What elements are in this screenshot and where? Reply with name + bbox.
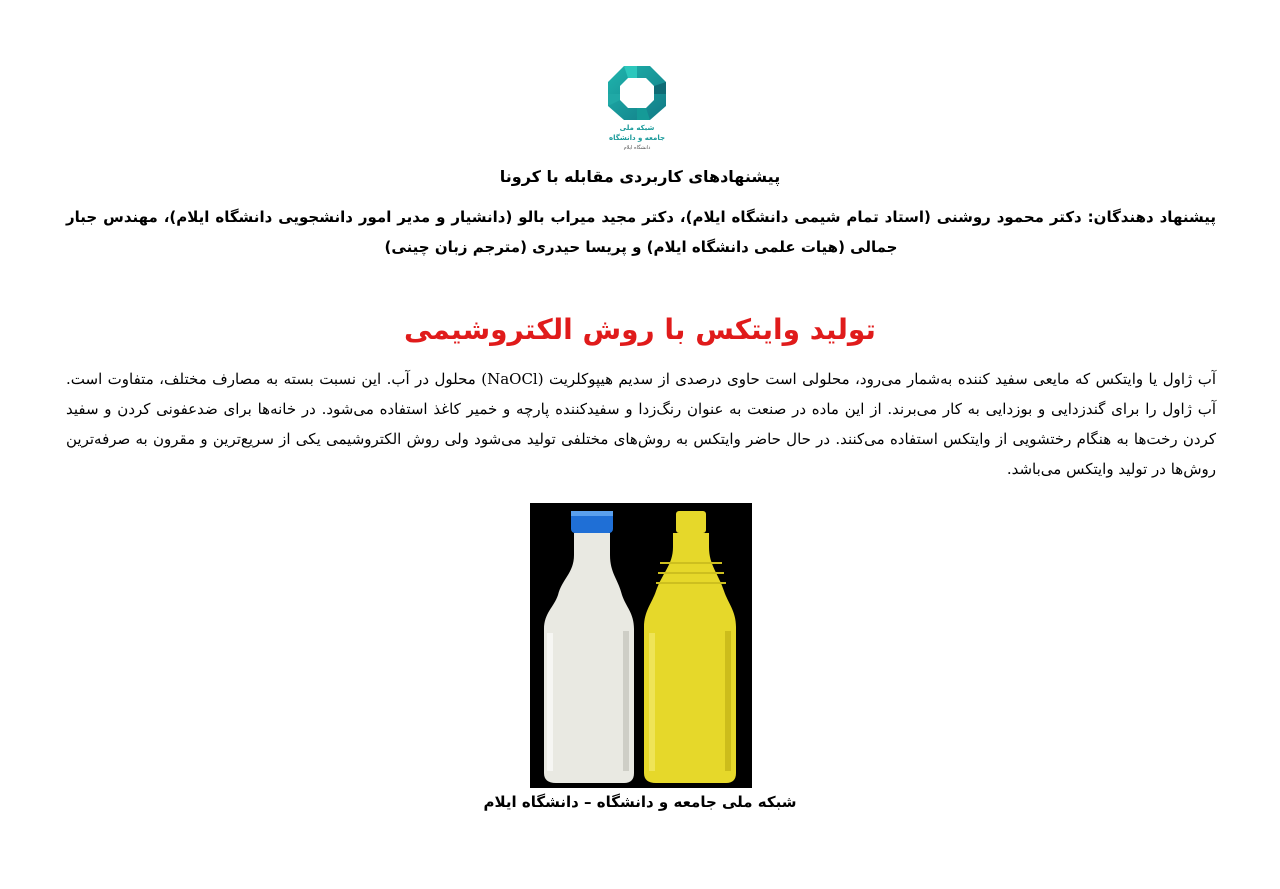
photo-caption: شبکه ملی جامعه و دانشگاه – دانشگاه ایلام xyxy=(483,793,797,811)
logo-text-line1: شبکه ملی xyxy=(619,124,655,132)
section-title: تولید وایتکس با روش الکتروشیمی xyxy=(404,313,876,346)
logo-text-line3: دانشگاه ایلام xyxy=(623,145,651,151)
body-paragraph: آب ژاول یا وایتکس که مایعی سفید کننده به‌شمار می‌رود، محلولی است حاوی درصدی از سدیم هیپوکلریت (NaOCl) محلول در آب. این نسبت بسته به مصارف مختلف، متفاوت است. آب ژاول را برای گندزدایی و بوزدایی به کار می‌برند. از این ماده در صنعت به عنوان رنگ‌زدا و سفیدکننده پارچه و خمیر کاغذ استفاده می‌شود. در خانه‌ها برای ضدعفونی کردن و سفید کردن رخت‌ها به هنگام رختشویی از وایتکس استفاده می‌کنند. در حال حاضر وایتکس به روش‌های مختلفی تولید می‌شود ولی روش الکتروشیمی یکی از سریع‌ترین و مقرون به صرفه‌ترین روش‌ها در تولید وایتکس می‌باشد. xyxy=(66,370,1217,478)
logo-text-line2: جامعه و دانشگاه xyxy=(608,134,665,142)
bottles-photo xyxy=(530,503,752,788)
logo-mark-icon xyxy=(606,64,668,122)
document-heading: پیشنهادهای کاربردی مقابله با کرونا xyxy=(499,167,781,186)
authors-line: پیشنهاد دهندگان: دکتر محمود روشنی (استاد تمام شیمی دانشگاه ایلام)، دکتر مجید میراب بالو (دانشیار و مدیر امور دانشجویی دانشگاه ایلام)، مهندس جبار جمالی (هیات علمی دانشگاه ایلام) و پریسا حیدری (مترجم زبان چینی) xyxy=(66,208,1216,256)
network-logo xyxy=(606,64,668,160)
